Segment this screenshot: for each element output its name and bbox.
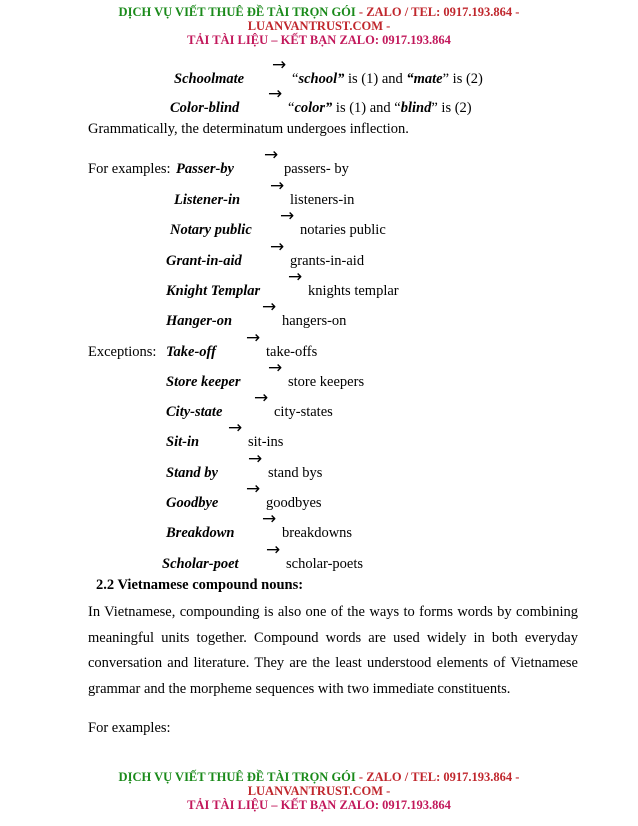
right-arrow-icon: → [270,237,285,257]
footer-website-text[interactable]: LUANVANTRUST.COM - [247,784,391,798]
top-example-row [0,55,638,91]
compound-word: Listener-in [174,192,241,208]
header-line-2 [0,20,638,33]
header-service-text: DỊCH VỤ VIẾT THUÊ ĐỀ TÀI TRỌN GÓI [118,5,356,19]
exception-row [0,479,638,515]
body-paragraph: In Vietnamese, compounding is also one of the ways to forms words by combining meaningful units together. Compound words are used widely in both everyday conversation and literature. They are the least understood elements of Vietnamese grammar and the morpheme sequences with two immediate constituents. [88,604,578,697]
right-arrow-icon: → [262,509,277,529]
plural-form: hangers-on [282,313,347,329]
right-arrow-icon: → [268,84,283,104]
header-contact-text: - ZALO / TEL: 0917.193.864 - [355,5,520,19]
plural-form: notaries public [300,222,386,238]
right-arrow-icon: → [262,297,277,317]
plural-form: take-offs [266,344,318,360]
right-arrow-icon: → [248,449,263,469]
footer-line-2 [0,785,638,798]
plural-form: knights templar [308,283,399,299]
footer-line-3 [0,799,638,812]
footer-service-text: DỊCH VỤ VIẾT THUÊ ĐỀ TÀI TRỌN GÓI [118,770,356,784]
exception-row [0,449,638,485]
plural-form: stand bys [268,465,323,481]
section-heading: 2.2 Vietnamese compound nouns: [96,577,304,593]
example-explanation: “color” is (1) and “blind” is (2) [288,100,472,116]
for-examples-label: For examples: [88,161,171,177]
compound-word: Goodbye [166,495,219,511]
exception-row [0,328,638,364]
example-row [0,267,638,303]
right-arrow-icon: → [270,176,285,196]
example-row [0,297,638,333]
exception-row [0,388,638,424]
right-arrow-icon: → [272,55,287,75]
top-example-row [0,84,638,120]
plural-form: store keepers [288,374,365,390]
example-row [0,237,638,273]
compound-word: Passer-by [176,161,234,177]
compound-word: Hanger-on [166,313,233,329]
plural-form: scholar-poets [286,556,364,572]
exceptions-label: Exceptions: [88,344,157,360]
plural-form: sit-ins [248,434,284,450]
example-explanation: “school” is (1) and “mate” is (2) [292,71,483,87]
compound-word: Sit-in [166,434,200,450]
compound-word: Breakdown [166,525,235,541]
header-line-3 [0,34,638,47]
compound-word: Take-off [166,344,216,360]
grammar-statement: Grammatically, the determinatum undergoes inflection. [88,121,409,137]
header-website-text[interactable]: LUANVANTRUST.COM - [247,19,391,33]
plural-form: city-states [274,404,333,420]
footer-zalo-text: TẢI TÀI LIỆU – KẾT BẠN ZALO: 0917.193.864 [187,798,451,812]
plural-form: grants-in-aid [290,253,365,269]
exception-row [0,418,638,454]
right-arrow-icon: → [264,145,279,165]
example-word: Schoolmate [174,71,245,87]
right-arrow-icon: → [288,267,303,287]
right-arrow-icon: → [228,418,243,438]
compound-word: Knight Templar [166,283,261,299]
for-examples-end-label: For examples: [88,720,171,736]
header-line-1 [0,6,638,19]
exception-row [0,540,638,576]
example-word: Color-blind [170,100,240,116]
compound-word: Grant-in-aid [166,253,242,269]
right-arrow-icon: → [254,388,269,408]
compound-word: Scholar-poet [162,556,239,572]
right-arrow-icon: → [246,328,261,348]
exception-row [0,358,638,394]
example-row [0,145,638,181]
plural-form: breakdowns [282,525,353,541]
right-arrow-icon: → [280,206,295,226]
footer-contact-text: - ZALO / TEL: 0917.193.864 - [355,770,520,784]
plural-form: passers- by [284,161,349,177]
compound-word: Stand by [166,465,218,481]
right-arrow-icon: → [266,540,281,560]
footer-line-1 [0,771,638,784]
plural-form: goodbyes [266,495,322,511]
right-arrow-icon: → [246,479,261,499]
exception-row [0,509,638,545]
right-arrow-icon: → [268,358,283,378]
compound-word: Notary public [170,222,252,238]
example-row [0,176,638,212]
header-zalo-text: TẢI TÀI LIỆU – KẾT BẠN ZALO: 0917.193.864 [187,33,451,47]
example-row [0,206,638,242]
compound-word: Store keeper [166,374,241,390]
plural-form: listeners-in [290,192,355,208]
compound-word: City-state [166,404,223,420]
